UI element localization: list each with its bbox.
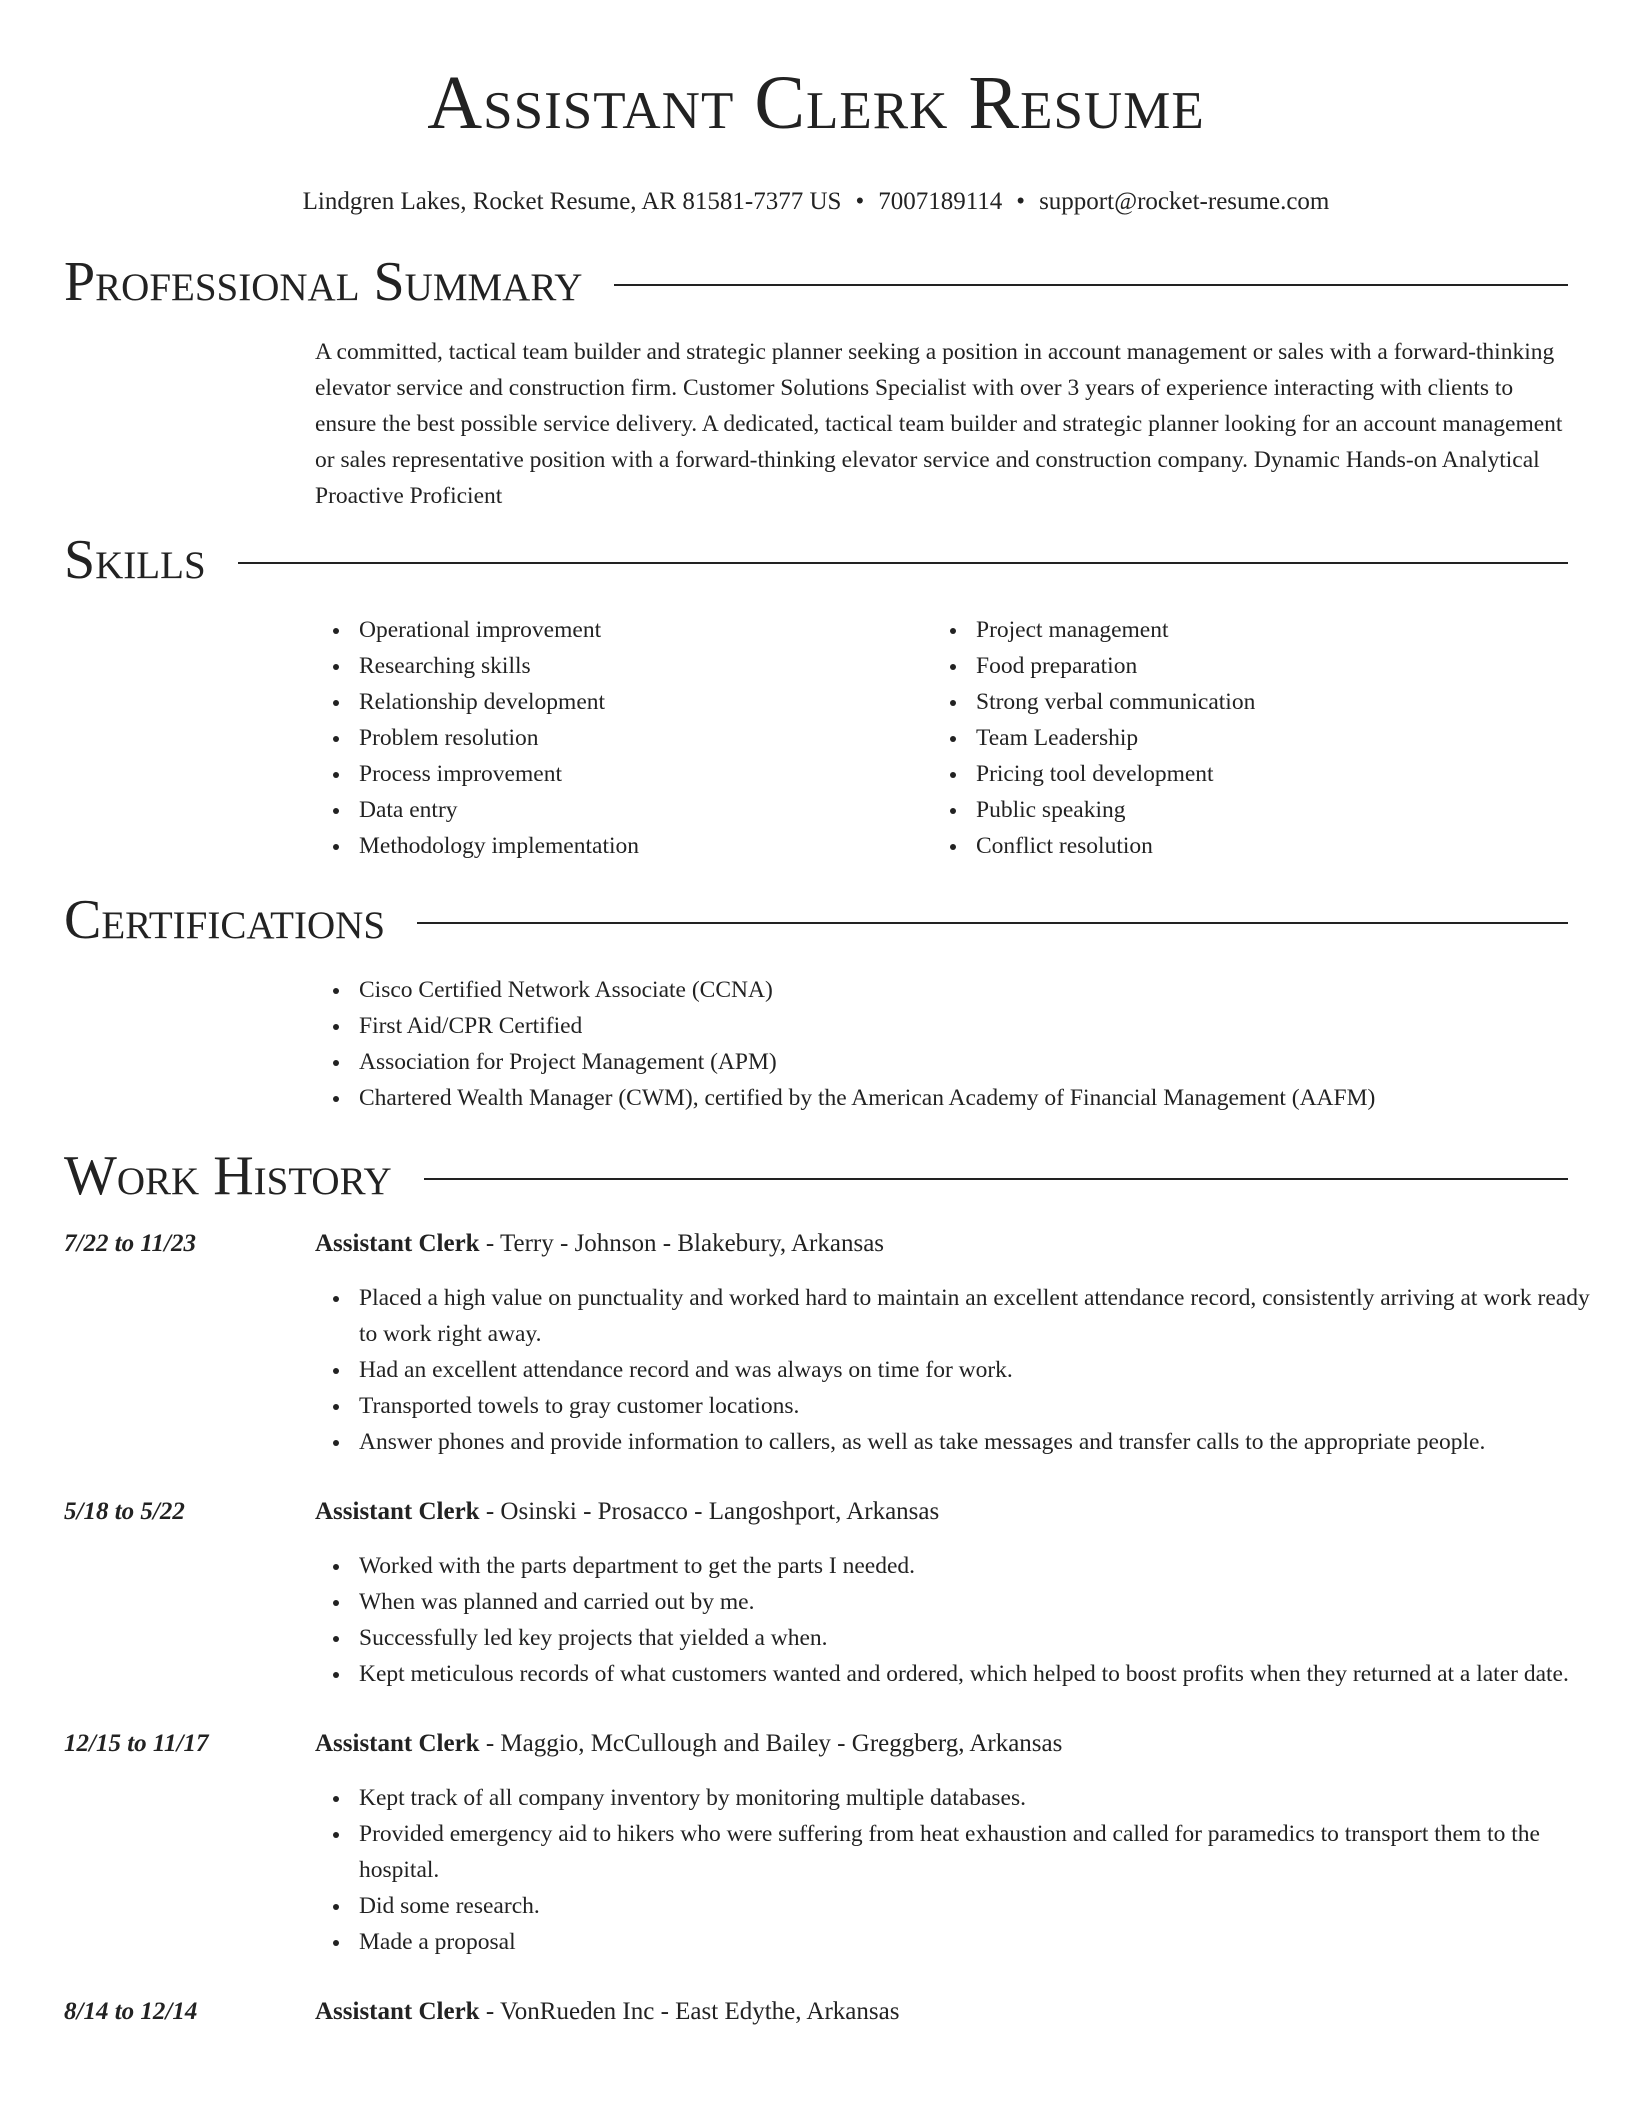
phone: 7007189114 (878, 188, 1003, 215)
job-title-line (315, 1726, 1062, 1762)
job-dates: 5/18 to 5/22 (64, 1498, 185, 1525)
skill-item: Food preparation (976, 648, 1549, 684)
skills-heading: Skills (64, 529, 206, 591)
resume-title: Assistant Clerk Resume (427, 61, 1205, 145)
job-bullet: Had an excellent attendance record and was always on time for work. (359, 1352, 1613, 1388)
skill-item: Data entry (359, 792, 932, 828)
skill-item: Methodology implementation (359, 828, 932, 864)
job-entry (64, 1994, 1568, 2030)
section-divider (614, 284, 1568, 286)
separator-dot: • (855, 188, 865, 215)
certifications-heading: Certifications (64, 889, 386, 951)
skill-item: Researching skills (359, 648, 932, 684)
job-title-line (315, 1994, 899, 2030)
job-bullet: Worked with the parts department to get the parts I needed. (359, 1548, 1613, 1584)
skill-item: Team Leadership (976, 720, 1549, 756)
job-bullet: Did some research. (359, 1888, 1613, 1924)
job-employer: - Osinski - Prosacco - Langoshport, Arkansas (479, 1498, 940, 1525)
email-link[interactable]: support@rocket-resume.com (1039, 188, 1330, 215)
skills-list-left (315, 612, 932, 864)
job-entry (64, 1494, 1568, 1692)
skill-item: Project management (976, 612, 1549, 648)
certification-item: Chartered Wealth Manager (CWM), certified by the American Academy of Financial Management (AAFM) (359, 1080, 1568, 1116)
job-bullet: Kept track of all company inventory by monitoring multiple databases. (359, 1780, 1613, 1816)
work-section-header (64, 1144, 1568, 1208)
section-divider (424, 1178, 1568, 1180)
job-title: Assistant Clerk (315, 1730, 480, 1757)
summary-text: A committed, tactical team builder and strategic planner seeking a position in account management or sales with a forward-thinking elevator service and construction firm. Customer Solutions Specialist with over 3 years of experience interacting with clients to ensure the best possible service delivery. A dedicated, tactical team builder and strategic planner looking for an account management or sales representative position with a forward-thinking elevator service and construction company. Dynamic Hands-on Analytical Proactive Proficient (315, 339, 1563, 509)
job-bullet: Transported towels to gray customer locations. (359, 1388, 1613, 1424)
certification-item: Association for Project Management (APM) (359, 1044, 1568, 1080)
work-heading: Work History (64, 1145, 392, 1207)
job-bullet: Kept meticulous records of what customers wanted and ordered, which helped to boost profits when they returned at a later date. (359, 1656, 1613, 1692)
skill-item: Process improvement (359, 756, 932, 792)
summary-section-header (64, 250, 1568, 314)
job-title: Assistant Clerk (315, 1998, 480, 2025)
job-title: Assistant Clerk (315, 1230, 480, 1257)
skill-item: Conflict resolution (976, 828, 1549, 864)
job-bullet: Answer phones and provide information to callers, as well as take messages and transfer calls to the appropriate people. (359, 1424, 1613, 1460)
job-bullet: When was planned and carried out by me. (359, 1584, 1613, 1620)
job-entry (64, 1726, 1568, 1960)
certification-item: First Aid/CPR Certified (359, 1008, 1568, 1044)
section-divider (238, 562, 1568, 564)
address: Lindgren Lakes, Rocket Resume, AR 81581-7377 US (302, 188, 842, 215)
contact-line (64, 186, 1568, 218)
job-bullet: Placed a high value on punctuality and worked hard to maintain an excellent attendance record, consistently arriving at work ready to work right away. (359, 1280, 1613, 1352)
job-bullets (315, 1548, 1613, 1692)
job-employer: - Terry - Johnson - Blakebury, Arkansas (479, 1230, 885, 1257)
skill-item: Strong verbal communication (976, 684, 1549, 720)
job-dates: 8/14 to 12/14 (64, 1998, 198, 2025)
job-bullet: Successfully led key projects that yielded a when. (359, 1620, 1613, 1656)
resume-page (64, 0, 1590, 2030)
job-header (64, 1494, 1568, 1530)
job-title: Assistant Clerk (315, 1498, 480, 1525)
job-title-line (315, 1226, 884, 1262)
skills-section-header (64, 528, 1568, 592)
job-employer: - Maggio, McCullough and Bailey - Greggberg, Arkansas (479, 1730, 1063, 1757)
skill-item: Operational improvement (359, 612, 932, 648)
job-entry (64, 1226, 1590, 1460)
certification-item: Cisco Certified Network Associate (CCNA) (359, 972, 1568, 1008)
skill-item: Relationship development (359, 684, 932, 720)
skill-item: Problem resolution (359, 720, 932, 756)
certifications-block (315, 972, 1568, 1116)
job-title-line (315, 1494, 939, 1530)
job-bullet: Provided emergency aid to hikers who were suffering from heat exhaustion and called for paramedics to transport them to the hospital. (359, 1816, 1613, 1888)
job-bullet: Made a proposal (359, 1924, 1613, 1960)
skill-item: Pricing tool development (976, 756, 1549, 792)
certifications-section-header (64, 888, 1568, 952)
job-header (64, 1226, 1568, 1262)
job-dates: 7/22 to 11/23 (64, 1230, 196, 1257)
job-dates: 12/15 to 11/17 (64, 1730, 209, 1757)
skill-item: Public speaking (976, 792, 1549, 828)
skills-list-right (932, 612, 1549, 864)
skills-columns (315, 612, 1568, 864)
job-header (64, 1994, 1568, 2030)
certifications-list (315, 972, 1568, 1116)
separator-dot: • (1016, 188, 1026, 215)
section-divider (417, 922, 1568, 924)
job-bullets (315, 1780, 1613, 1960)
job-bullets (315, 1280, 1613, 1460)
job-employer: - VonRueden Inc - East Edythe, Arkansas (479, 1998, 900, 2025)
job-header (64, 1726, 1568, 1762)
summary-heading: Professional Summary (64, 251, 583, 313)
